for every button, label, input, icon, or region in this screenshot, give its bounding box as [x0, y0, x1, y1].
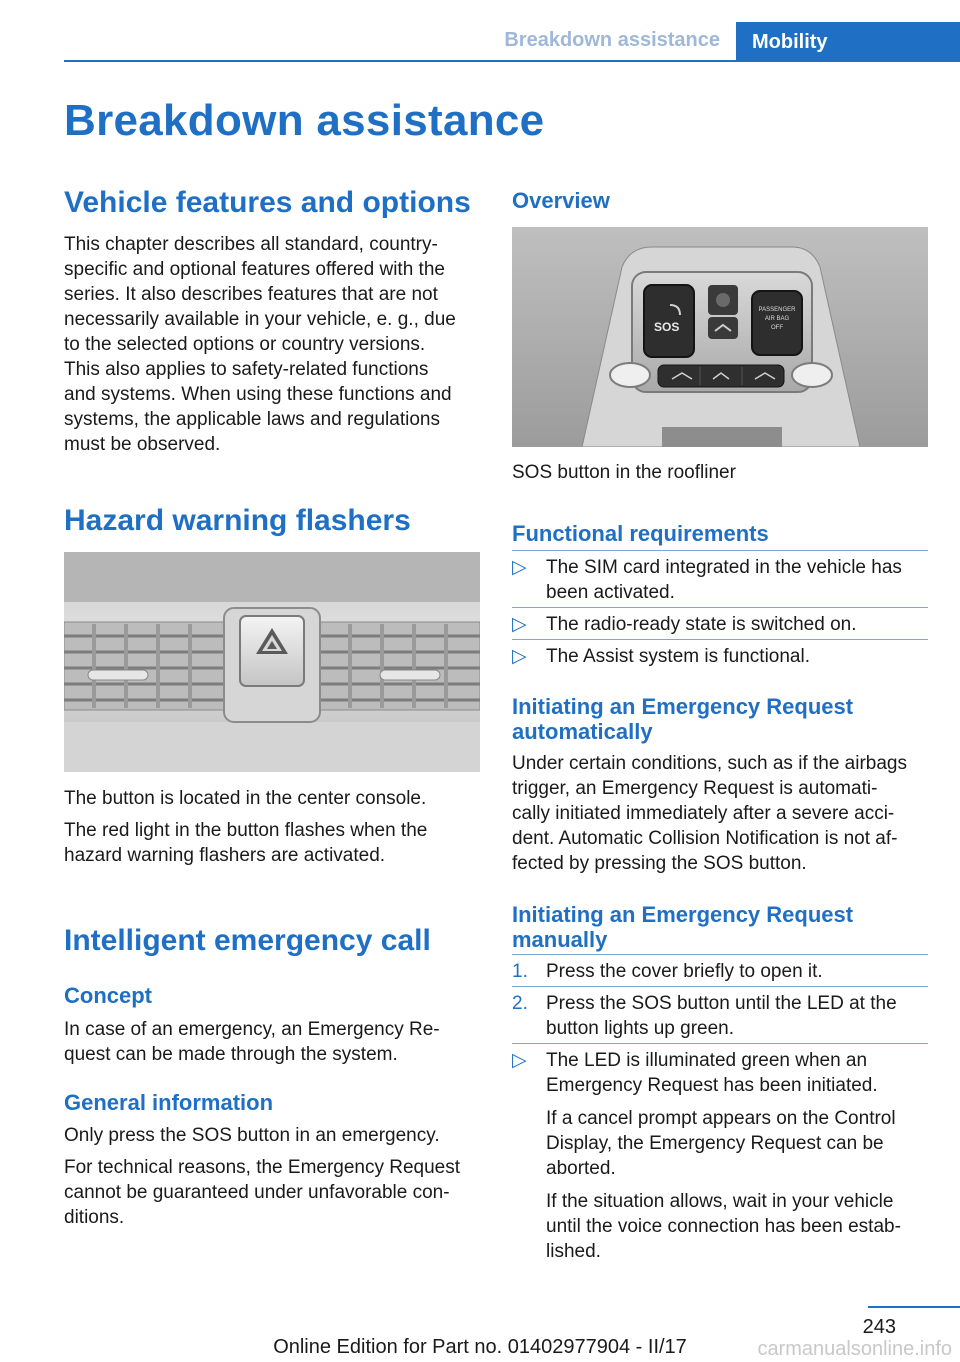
auto-request-text: Under certain conditions, such as if the airbags trigger, an Emergency Request is automati- cally initiated immediately after a severe acci- dent. Automatic Collision Notification is not af- fected by pressing the SOS button.: [512, 753, 907, 874]
list-separator: [512, 1043, 928, 1044]
hazard-caption: The button is located in the center console.: [64, 788, 427, 809]
general-info-heading: General information: [64, 1090, 274, 1115]
hazard-heading: Hazard warning flashers: [64, 504, 411, 537]
page-number: 243: [862, 1316, 896, 1338]
footer-edition: Online Edition for Part no. 01402977904 - II/17: [273, 1336, 687, 1358]
concept-text: In case of an emergency, an Emergency Re- quest can be made through the system.: [64, 1019, 440, 1065]
overview-heading: Overview: [512, 188, 610, 213]
bullet-icon: ▷: [512, 1050, 527, 1071]
manual-request-heading: Initiating an Emergency Request manually: [512, 902, 854, 952]
concept-heading: Concept: [64, 983, 152, 1008]
sos-button-image: [512, 227, 928, 447]
header-section-title: Breakdown assistance: [504, 29, 720, 51]
step-number: 1.: [512, 961, 528, 982]
vehicle-features-text: This chapter describes all standard, country- specific and optional features offered with the series. It also describes features that are not necessarily available in your vehicle, e. g., due to the selected options or country versions. This also applies to safety-related functions and systems. When using these functions and systems, the applicable laws and regulations must be observed.: [64, 234, 456, 455]
list-separator: [512, 607, 928, 608]
step-number: 2.: [512, 993, 528, 1014]
hazard-button-illustration: [64, 552, 480, 772]
svg-text:PASSENGER: PASSENGER: [758, 307, 796, 313]
list-separator: [512, 986, 928, 987]
overview-caption: SOS button in the roofliner: [512, 462, 736, 483]
sos-icon-label: SOS: [654, 320, 680, 334]
bullet-icon: ▷: [512, 557, 527, 578]
list-separator: [512, 550, 928, 551]
list-item: ▷ The radio-ready state is switched on.: [512, 614, 857, 635]
bullet-icon: ▷: [512, 614, 527, 635]
header-chapter-tab: [736, 22, 960, 62]
list-item: ▷ The Assist system is functional.: [512, 646, 810, 667]
list-item: ▷ The SIM card integrated in the vehicle has been activated.: [512, 557, 902, 603]
header-rule: [64, 60, 736, 62]
list-item: ▷ The LED is illuminated green when an Emergency Request has been initiated. If a cancel prompt appears on the Control Display, the Emergency Request can be aborted. If the situation allows, wait in your vehicle until the voice connection has been estab- lished.: [512, 1050, 901, 1262]
header-chapter-label: Mobility: [752, 31, 828, 53]
footer-rule: [868, 1306, 960, 1308]
sos-roofliner-illustration: [512, 227, 928, 447]
page-header: [0, 0, 960, 62]
step-item: 1. Press the cover briefly to open it.: [512, 961, 823, 982]
auto-request-heading: Initiating an Emergency Request automatically: [512, 694, 854, 744]
list-separator: [512, 639, 928, 640]
hazard-button-image: [64, 552, 480, 772]
page-title: Breakdown assistance: [64, 96, 545, 145]
step-item: 2. Press the SOS button until the LED at the button lights up green.: [512, 993, 897, 1039]
vehicle-features-heading: Vehicle features and options: [64, 186, 471, 219]
watermark: carmanualsonline.info: [757, 1338, 952, 1360]
list-separator: [512, 954, 928, 955]
svg-text:OFF: OFF: [771, 325, 783, 331]
svg-text:AIR BAG: AIR BAG: [764, 316, 790, 322]
bullet-icon: ▷: [512, 646, 527, 667]
emergency-call-heading: Intelligent emergency call: [64, 924, 431, 957]
general-info-text-1: Only press the SOS button in an emergency.: [64, 1125, 440, 1146]
hazard-text: The red light in the button flashes when the hazard warning flashers are activated.: [64, 820, 428, 866]
functional-requirements-heading: Functional requirements: [512, 521, 769, 546]
general-info-text-2: For technical reasons, the Emergency Request cannot be guaranteed under unfavorable con- ditions.: [64, 1157, 461, 1228]
